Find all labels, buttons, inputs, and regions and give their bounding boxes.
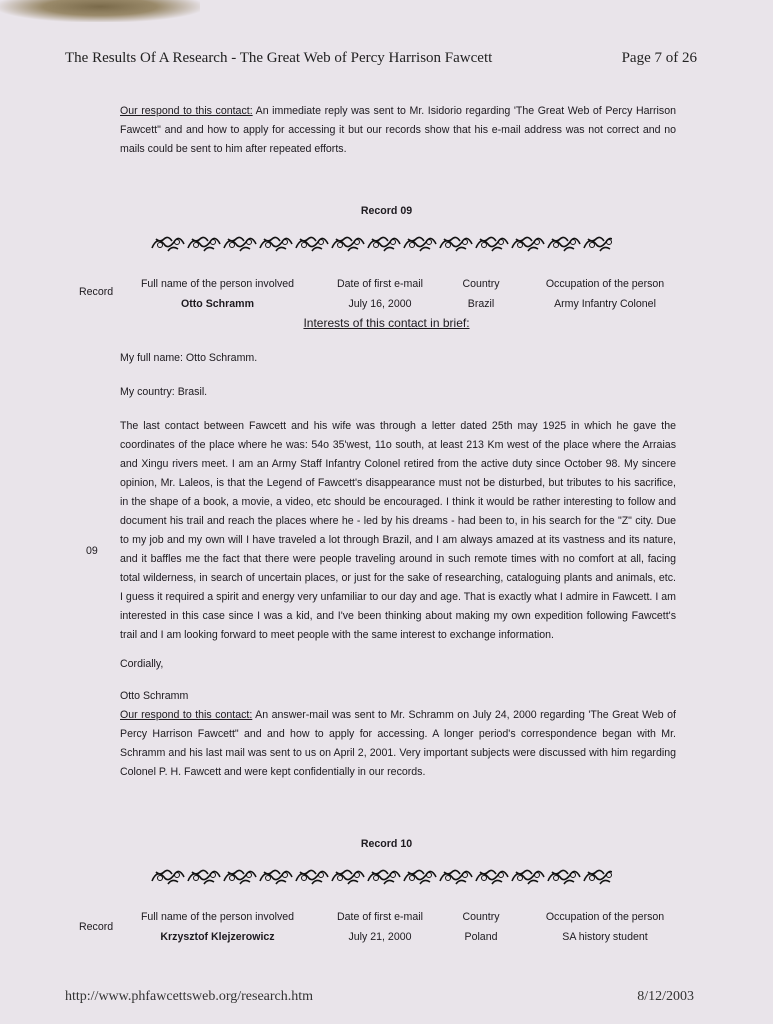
column-date: Date of first e-mail July 16, 2000 xyxy=(320,274,440,314)
response-text: An immediate reply was sent to Mr. Isidorio regarding 'The Great Web of Percy Harrison Fawcett" and and how to apply for accessing it but our records show that his e-mail address was not correct and no mails could be sent to him after repeated efforts. xyxy=(120,105,676,155)
scan-smudge xyxy=(0,0,200,22)
person-name: Otto Schramm xyxy=(181,298,254,310)
ornamental-vine-border xyxy=(150,866,612,888)
country: Poland xyxy=(464,931,498,943)
interests-heading: Interests of this contact in brief: xyxy=(303,316,470,330)
record-09-response xyxy=(120,706,676,782)
column-occupation: Occupation of the person Army Infantry Colonel xyxy=(525,274,685,314)
record-number: 09 xyxy=(86,545,98,557)
country: Brazil xyxy=(467,298,495,310)
record-10-title: Record 10 xyxy=(360,838,413,850)
closing: Cordially, xyxy=(120,658,164,670)
first-email-date: July 16, 2000 xyxy=(348,298,412,310)
page-number: Page 7 of 26 xyxy=(621,50,697,66)
footer-url: http://www.phfawcettsweb.org/research.htm xyxy=(65,989,314,1004)
column-full-name: Full name of the person involved Otto Schramm xyxy=(125,274,310,314)
interest-paragraph: The last contact between Fawcett and his wife was through a letter dated 25th may 1925 in which he gave the coordinates of the place where he was: 54o 35'west, 11o south, at least 213 Km west of the place where the Arraias and Xingu rivers meet. I am an Army Staff Infantry Colonel retired from the active duty since October 98. My sincere opinion, Mr. Laleos, is that the Legend of Fawcett's disappearance must not be disturbed, but tributes to his sacrifice, in the shape of a book, a movie, a video, etc should be encouraged. I think it would be rather interesting to follow and document his trail and reach the places where he - led by his dreams - had been to, in his search for the "Z" city. Due to my job and my own will I have traveled a lot through Brazil, and I am always amazed at its vastness and its nature, and it baffles me the fact that there were people traveling around in such remote times with no comfort at all, facing total wilderness, in search of uncertain places, or just for the sake of researching, cataloguing plants and animals, etc. I guess it required a spirit and energy very unfamiliar to our day and age. That is exactly what I admire in Fawcett. I am interested in this case since I was a kid, and I've been thinking about making my own expedition following Fawcett's trail and I am looking forward to meet people with the same interest to exchange information. xyxy=(120,420,676,641)
column-full-name: Full name of the person involved Krzysztof Klejzerowicz xyxy=(125,907,310,947)
footer-date: 8/12/2003 xyxy=(637,989,694,1004)
column-date: Date of first e-mail July 21, 2000 xyxy=(320,907,440,947)
country-line: My country: Brasil. xyxy=(120,386,208,398)
response-label: Our respond to this contact: xyxy=(120,105,253,117)
record-label: Record xyxy=(79,921,114,933)
previous-record-response xyxy=(120,102,676,159)
person-name: Krzysztof Klejzerowicz xyxy=(160,931,275,943)
record-09-title: Record 09 xyxy=(360,205,413,217)
response-label: Our respond to this contact: xyxy=(120,709,253,721)
full-name-line: My full name: Otto Schramm. xyxy=(120,352,258,364)
signature: Otto Schramm xyxy=(120,690,189,702)
document-title: The Results Of A Research - The Great Web of Percy Harrison Fawcett xyxy=(65,50,493,66)
record-label: Record xyxy=(79,286,114,298)
first-email-date: July 21, 2000 xyxy=(348,931,412,943)
column-country: Country Poland xyxy=(450,907,512,947)
occupation: Army Infantry Colonel xyxy=(554,298,656,310)
response-text: An answer-mail was sent to Mr. Schramm on July 24, 2000 regarding 'The Great Web of Percy Harrison Fawcett" and and how to apply for accessing. A longer period's correspondence began with Mr. Schramm and his last mail was sent to us on April 2, 2001. Very important subjects were discussed with him regarding Colonel P. H. Fawcett and were kept confidentially in our records. xyxy=(120,709,676,778)
column-occupation: Occupation of the person SA history student xyxy=(525,907,685,947)
occupation: SA history student xyxy=(562,931,648,943)
column-country: Country Brazil xyxy=(450,274,512,314)
ornamental-vine-border xyxy=(150,233,612,255)
